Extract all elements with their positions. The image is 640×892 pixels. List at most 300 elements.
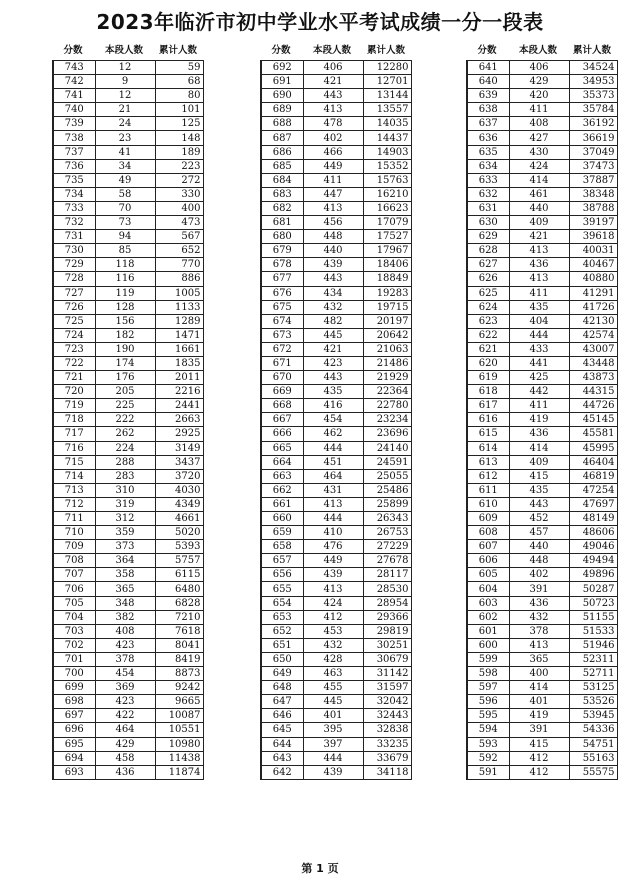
cumulative-cell: 5020 — [155, 526, 203, 540]
count-cell: 409 — [509, 455, 569, 469]
score-cell: 691 — [261, 75, 303, 89]
count-cell: 448 — [509, 554, 569, 568]
score-cell: 632 — [467, 187, 509, 201]
score-column-3 — [466, 44, 618, 780]
cumulative-cell: 6828 — [155, 596, 203, 610]
cumulative-cell: 45995 — [569, 441, 617, 455]
table-row — [53, 356, 203, 370]
cumulative-cell: 59 — [155, 61, 203, 75]
score-cell: 738 — [53, 131, 95, 145]
score-cell: 724 — [53, 328, 95, 342]
page-number: 第 1 页 — [301, 862, 339, 875]
table-row — [467, 638, 617, 652]
cumulative-cell: 68 — [155, 75, 203, 89]
cumulative-cell: 1835 — [155, 356, 203, 370]
cumulative-cell: 4030 — [155, 483, 203, 497]
table-row — [261, 300, 411, 314]
table-row — [467, 469, 617, 483]
header-count: 本段人数 — [312, 45, 351, 56]
count-cell: 373 — [95, 540, 155, 554]
cumulative-cell: 2925 — [155, 427, 203, 441]
count-cell: 445 — [303, 328, 363, 342]
score-cell: 601 — [467, 624, 509, 638]
table-row — [467, 427, 617, 441]
table-row — [53, 399, 203, 413]
score-cell: 699 — [53, 681, 95, 695]
cumulative-cell: 10087 — [155, 709, 203, 723]
table-row — [261, 624, 411, 638]
cumulative-cell: 4661 — [155, 512, 203, 526]
score-cell: 681 — [261, 216, 303, 230]
cumulative-cell: 49896 — [569, 568, 617, 582]
count-cell: 391 — [509, 582, 569, 596]
count-cell: 73 — [95, 216, 155, 230]
count-cell: 431 — [303, 483, 363, 497]
count-cell: 441 — [509, 356, 569, 370]
table-row — [53, 244, 203, 258]
cumulative-cell: 47254 — [569, 483, 617, 497]
cumulative-cell: 38788 — [569, 201, 617, 215]
count-cell: 440 — [509, 540, 569, 554]
table-row — [53, 540, 203, 554]
count-cell: 395 — [303, 723, 363, 737]
table-row — [261, 272, 411, 286]
score-cell: 644 — [261, 737, 303, 751]
count-cell: 435 — [509, 300, 569, 314]
cumulative-cell: 15352 — [363, 159, 411, 173]
score-cell: 693 — [53, 765, 95, 779]
cumulative-cell: 52311 — [569, 652, 617, 666]
count-cell: 310 — [95, 483, 155, 497]
table-row — [53, 173, 203, 187]
cumulative-cell: 43448 — [569, 356, 617, 370]
score-cell: 667 — [261, 413, 303, 427]
table-row — [261, 173, 411, 187]
score-cell: 598 — [467, 667, 509, 681]
score-cell: 653 — [261, 610, 303, 624]
count-cell: 432 — [303, 300, 363, 314]
cumulative-cell: 13557 — [363, 103, 411, 117]
table-row — [467, 258, 617, 272]
cumulative-cell: 567 — [155, 230, 203, 244]
table-row — [467, 131, 617, 145]
score-cell: 635 — [467, 145, 509, 159]
count-cell: 412 — [509, 765, 569, 779]
count-cell: 397 — [303, 737, 363, 751]
score-table — [52, 60, 204, 780]
score-cell: 675 — [261, 300, 303, 314]
cumulative-cell: 5393 — [155, 540, 203, 554]
score-cell: 725 — [53, 314, 95, 328]
score-cell: 643 — [261, 751, 303, 765]
table-row — [53, 159, 203, 173]
score-cell: 654 — [261, 596, 303, 610]
table-row — [261, 89, 411, 103]
score-cell: 713 — [53, 483, 95, 497]
score-cell: 739 — [53, 117, 95, 131]
cumulative-cell: 55575 — [569, 765, 617, 779]
cumulative-cell: 30679 — [363, 652, 411, 666]
score-cell: 665 — [261, 441, 303, 455]
score-cell: 609 — [467, 512, 509, 526]
cumulative-cell: 189 — [155, 145, 203, 159]
cumulative-cell: 8041 — [155, 638, 203, 652]
cumulative-cell: 52711 — [569, 667, 617, 681]
count-cell: 118 — [95, 258, 155, 272]
score-cell: 714 — [53, 469, 95, 483]
count-cell: 462 — [303, 427, 363, 441]
table-row — [467, 497, 617, 511]
score-column-1 — [52, 44, 204, 780]
table-row — [261, 244, 411, 258]
count-cell: 432 — [303, 638, 363, 652]
count-cell: 436 — [95, 765, 155, 779]
cumulative-cell: 29366 — [363, 610, 411, 624]
cumulative-cell: 8873 — [155, 667, 203, 681]
score-cell: 741 — [53, 89, 95, 103]
table-row — [53, 427, 203, 441]
count-cell: 449 — [303, 159, 363, 173]
count-cell: 442 — [509, 385, 569, 399]
score-cell: 702 — [53, 638, 95, 652]
score-cell: 651 — [261, 638, 303, 652]
score-cell: 641 — [467, 61, 509, 75]
table-row — [467, 737, 617, 751]
cumulative-cell: 46819 — [569, 469, 617, 483]
cumulative-cell: 37887 — [569, 173, 617, 187]
score-cell: 591 — [467, 765, 509, 779]
score-cell: 706 — [53, 582, 95, 596]
column-header — [466, 44, 618, 58]
score-cell: 637 — [467, 117, 509, 131]
cumulative-cell: 7210 — [155, 610, 203, 624]
cumulative-cell: 18849 — [363, 272, 411, 286]
table-row — [53, 300, 203, 314]
count-cell: 429 — [95, 737, 155, 751]
count-cell: 428 — [303, 652, 363, 666]
score-cell: 649 — [261, 667, 303, 681]
cumulative-cell: 11874 — [155, 765, 203, 779]
table-row — [53, 751, 203, 765]
score-cell: 620 — [467, 356, 509, 370]
count-cell: 410 — [303, 526, 363, 540]
score-cell: 727 — [53, 286, 95, 300]
count-cell: 425 — [509, 371, 569, 385]
score-cell: 604 — [467, 582, 509, 596]
cumulative-cell: 42130 — [569, 314, 617, 328]
cumulative-cell: 53945 — [569, 709, 617, 723]
score-cell: 607 — [467, 540, 509, 554]
score-cell: 616 — [467, 413, 509, 427]
count-cell: 429 — [509, 75, 569, 89]
count-cell: 174 — [95, 356, 155, 370]
count-cell: 415 — [509, 737, 569, 751]
table-row — [467, 75, 617, 89]
count-cell: 288 — [95, 455, 155, 469]
score-cell: 658 — [261, 540, 303, 554]
cumulative-cell: 39197 — [569, 216, 617, 230]
count-cell: 466 — [303, 145, 363, 159]
count-cell: 283 — [95, 469, 155, 483]
cumulative-cell: 125 — [155, 117, 203, 131]
table-row — [53, 723, 203, 737]
table-row — [53, 230, 203, 244]
score-cell: 672 — [261, 342, 303, 356]
score-cell: 613 — [467, 455, 509, 469]
count-cell: 319 — [95, 497, 155, 511]
cumulative-cell: 14035 — [363, 117, 411, 131]
count-cell: 443 — [303, 371, 363, 385]
count-cell: 116 — [95, 272, 155, 286]
cumulative-cell: 19715 — [363, 300, 411, 314]
table-row — [467, 695, 617, 709]
score-cell: 737 — [53, 145, 95, 159]
score-cell: 731 — [53, 230, 95, 244]
count-cell: 312 — [95, 512, 155, 526]
table-row — [53, 187, 203, 201]
cumulative-cell: 101 — [155, 103, 203, 117]
score-cell: 661 — [261, 497, 303, 511]
cumulative-cell: 2663 — [155, 413, 203, 427]
cumulative-cell: 26753 — [363, 526, 411, 540]
count-cell: 439 — [303, 765, 363, 779]
table-row — [53, 568, 203, 582]
count-cell: 21 — [95, 103, 155, 117]
table-row — [467, 667, 617, 681]
score-cell: 721 — [53, 371, 95, 385]
table-row — [467, 201, 617, 215]
score-cell: 715 — [53, 455, 95, 469]
table-row — [467, 159, 617, 173]
count-cell: 262 — [95, 427, 155, 441]
table-row — [467, 526, 617, 540]
cumulative-cell: 15763 — [363, 173, 411, 187]
cumulative-cell: 45145 — [569, 413, 617, 427]
cumulative-cell: 44315 — [569, 385, 617, 399]
table-row — [53, 441, 203, 455]
cumulative-cell: 28954 — [363, 596, 411, 610]
table-row — [467, 103, 617, 117]
table-row — [261, 526, 411, 540]
count-cell: 411 — [303, 173, 363, 187]
cumulative-cell: 49046 — [569, 540, 617, 554]
table-row — [261, 314, 411, 328]
score-cell: 657 — [261, 554, 303, 568]
cumulative-cell: 4349 — [155, 497, 203, 511]
cumulative-cell: 22780 — [363, 399, 411, 413]
score-cell: 705 — [53, 596, 95, 610]
table-row — [53, 554, 203, 568]
table-row — [261, 455, 411, 469]
score-cell: 670 — [261, 371, 303, 385]
count-cell: 408 — [509, 117, 569, 131]
table-row — [53, 512, 203, 526]
count-cell: 436 — [509, 596, 569, 610]
count-cell: 225 — [95, 399, 155, 413]
cumulative-cell: 770 — [155, 258, 203, 272]
cumulative-cell: 27678 — [363, 554, 411, 568]
cumulative-cell: 272 — [155, 173, 203, 187]
score-cell: 645 — [261, 723, 303, 737]
table-row — [467, 216, 617, 230]
table-row — [53, 103, 203, 117]
cumulative-cell: 37473 — [569, 159, 617, 173]
table-row — [53, 638, 203, 652]
count-cell: 436 — [509, 427, 569, 441]
table-row — [467, 765, 617, 779]
count-cell: 24 — [95, 117, 155, 131]
count-cell: 452 — [509, 512, 569, 526]
table-row — [261, 75, 411, 89]
count-cell: 427 — [509, 131, 569, 145]
column-header — [260, 44, 412, 58]
cumulative-cell: 40880 — [569, 272, 617, 286]
count-cell: 414 — [509, 173, 569, 187]
score-cell: 629 — [467, 230, 509, 244]
score-cell: 740 — [53, 103, 95, 117]
table-row — [261, 695, 411, 709]
header-count: 本段人数 — [104, 45, 143, 56]
score-cell: 608 — [467, 526, 509, 540]
count-cell: 176 — [95, 371, 155, 385]
cumulative-cell: 42574 — [569, 328, 617, 342]
table-row — [261, 441, 411, 455]
table-row — [261, 737, 411, 751]
count-cell: 411 — [509, 103, 569, 117]
table-row — [261, 723, 411, 737]
count-cell: 482 — [303, 314, 363, 328]
count-cell: 409 — [509, 216, 569, 230]
count-cell: 444 — [303, 751, 363, 765]
count-cell: 70 — [95, 201, 155, 215]
score-cell: 732 — [53, 216, 95, 230]
score-cell: 615 — [467, 427, 509, 441]
score-table — [466, 60, 618, 780]
cumulative-cell: 24591 — [363, 455, 411, 469]
count-cell: 9 — [95, 75, 155, 89]
cumulative-cell: 3720 — [155, 469, 203, 483]
table-row — [53, 258, 203, 272]
cumulative-cell: 32838 — [363, 723, 411, 737]
score-cell: 726 — [53, 300, 95, 314]
score-cell: 677 — [261, 272, 303, 286]
table-row — [261, 159, 411, 173]
count-cell: 369 — [95, 681, 155, 695]
table-row — [467, 399, 617, 413]
score-cell: 610 — [467, 497, 509, 511]
table-row — [261, 751, 411, 765]
table-row — [261, 469, 411, 483]
table-row — [53, 624, 203, 638]
table-row — [53, 328, 203, 342]
cumulative-cell: 3149 — [155, 441, 203, 455]
count-cell: 436 — [509, 258, 569, 272]
score-cell: 597 — [467, 681, 509, 695]
score-cell: 673 — [261, 328, 303, 342]
score-cell: 733 — [53, 201, 95, 215]
table-row — [53, 61, 203, 75]
table-row — [467, 117, 617, 131]
score-cell: 618 — [467, 385, 509, 399]
cumulative-cell: 36192 — [569, 117, 617, 131]
table-row — [261, 568, 411, 582]
score-cell: 730 — [53, 244, 95, 258]
table-row — [53, 342, 203, 356]
cumulative-cell: 21063 — [363, 342, 411, 356]
table-row — [467, 286, 617, 300]
cumulative-cell: 17079 — [363, 216, 411, 230]
table-row — [53, 667, 203, 681]
table-row — [261, 356, 411, 370]
score-cell: 592 — [467, 751, 509, 765]
cumulative-cell: 223 — [155, 159, 203, 173]
count-cell: 453 — [303, 624, 363, 638]
cumulative-cell: 12701 — [363, 75, 411, 89]
count-cell: 406 — [509, 61, 569, 75]
cumulative-cell: 39618 — [569, 230, 617, 244]
cumulative-cell: 2011 — [155, 371, 203, 385]
table-row — [53, 385, 203, 399]
count-cell: 423 — [95, 695, 155, 709]
count-cell: 423 — [95, 638, 155, 652]
count-cell: 413 — [509, 272, 569, 286]
header-score: 分数 — [477, 45, 497, 56]
table-row — [53, 117, 203, 131]
cumulative-cell: 33679 — [363, 751, 411, 765]
count-cell: 411 — [509, 399, 569, 413]
cumulative-cell: 26343 — [363, 512, 411, 526]
cumulative-cell: 9242 — [155, 681, 203, 695]
count-cell: 444 — [303, 512, 363, 526]
cumulative-cell: 34953 — [569, 75, 617, 89]
cumulative-cell: 50723 — [569, 596, 617, 610]
count-cell: 94 — [95, 230, 155, 244]
table-row — [467, 512, 617, 526]
score-cell: 697 — [53, 709, 95, 723]
table-row — [53, 413, 203, 427]
count-cell: 447 — [303, 187, 363, 201]
score-cell: 723 — [53, 342, 95, 356]
count-cell: 413 — [303, 103, 363, 117]
score-cell: 685 — [261, 159, 303, 173]
cumulative-cell: 25486 — [363, 483, 411, 497]
count-cell: 421 — [509, 230, 569, 244]
count-cell: 476 — [303, 540, 363, 554]
score-cell: 696 — [53, 723, 95, 737]
score-cell: 674 — [261, 314, 303, 328]
cumulative-cell: 38348 — [569, 187, 617, 201]
count-cell: 413 — [509, 638, 569, 652]
count-cell: 12 — [95, 89, 155, 103]
table-row — [261, 117, 411, 131]
count-cell: 448 — [303, 230, 363, 244]
score-cell: 743 — [53, 61, 95, 75]
score-cell: 662 — [261, 483, 303, 497]
score-cell: 687 — [261, 131, 303, 145]
table-row — [261, 610, 411, 624]
count-cell: 454 — [303, 413, 363, 427]
count-cell: 422 — [95, 709, 155, 723]
cumulative-cell: 46404 — [569, 455, 617, 469]
score-cell: 605 — [467, 568, 509, 582]
table-row — [261, 497, 411, 511]
score-cell: 717 — [53, 427, 95, 441]
score-cell: 646 — [261, 709, 303, 723]
table-row — [261, 61, 411, 75]
count-cell: 58 — [95, 187, 155, 201]
count-cell: 464 — [95, 723, 155, 737]
table-row — [467, 356, 617, 370]
